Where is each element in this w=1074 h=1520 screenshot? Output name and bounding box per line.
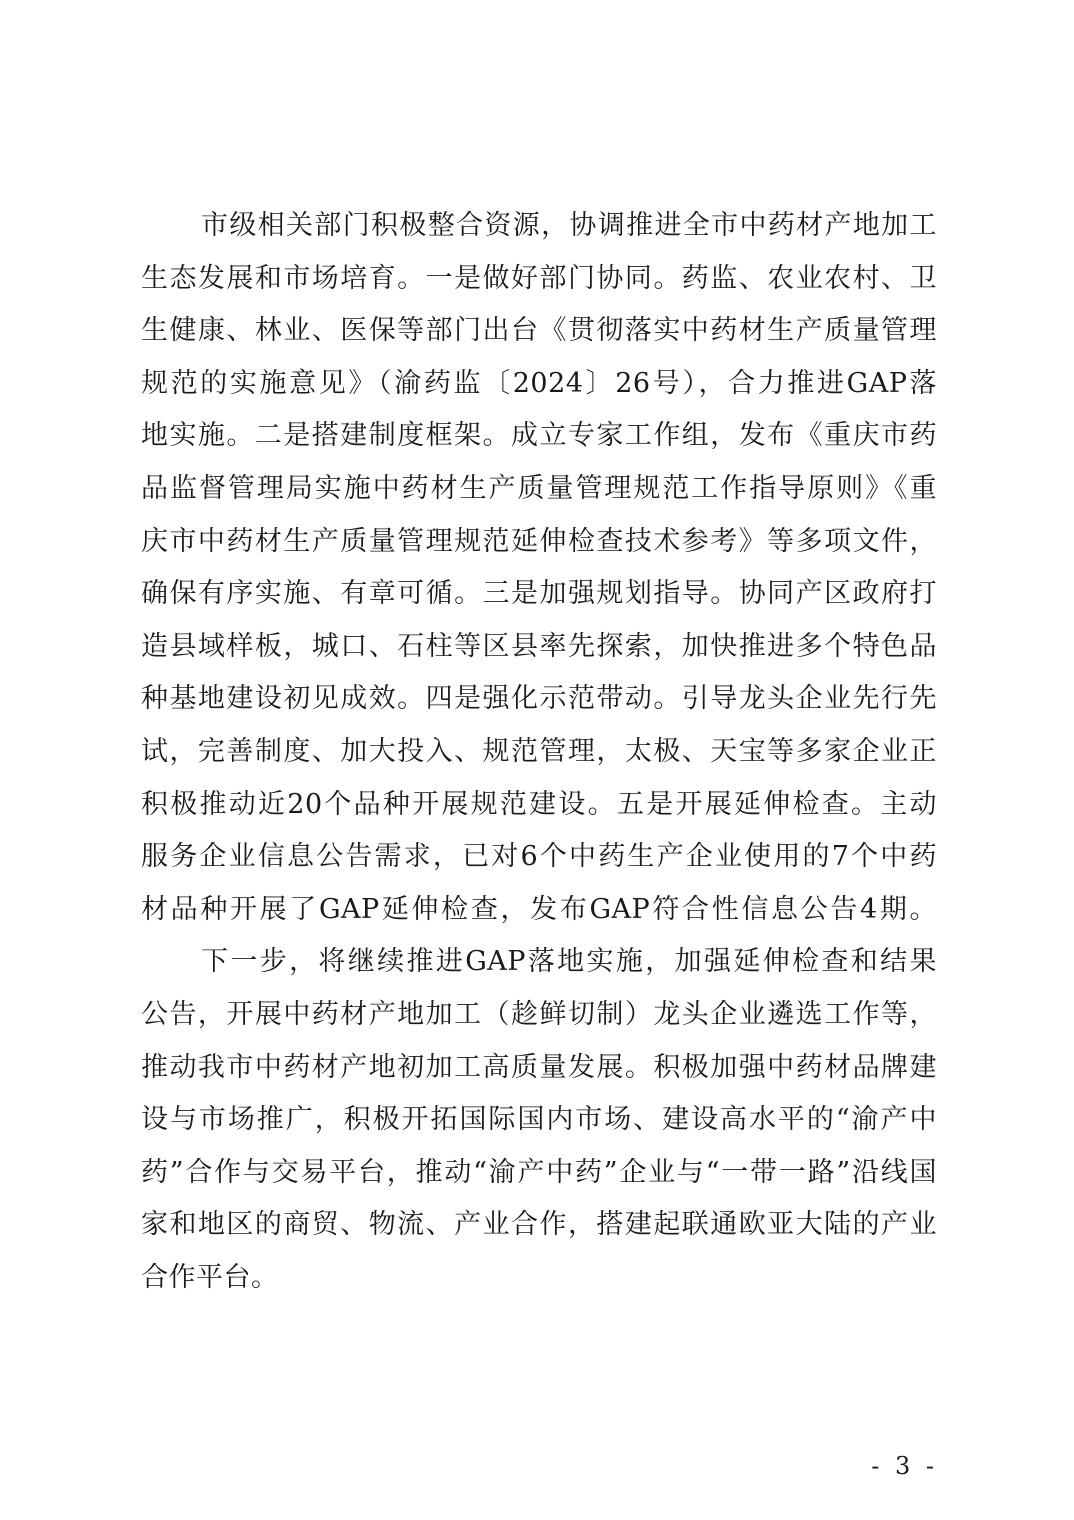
text-line: 积极推动近20个品种开展规范建设。五是开展延伸检查。主动	[141, 788, 937, 820]
paragraph-2	[141, 936, 937, 1304]
text-line: 确保有序实施、有章可循。三是加强规划指导。协同产区政府打	[141, 578, 937, 610]
text-line: 下一步，将继续推进GAP落地实施，加强延伸检查和结果	[201, 946, 937, 978]
text-line: 试，完善制度、加大投入、规范管理，太极、天宝等多家企业正	[141, 735, 937, 767]
text-line: 种基地建设初见成效。四是强化示范带动。引导龙头企业先行先	[141, 683, 937, 715]
text-line: 合作平台。	[141, 1261, 279, 1293]
text-line: 品监督管理局实施中药材生产质量管理规范工作指导原则》《重	[141, 472, 937, 504]
page-number: - 3 -	[871, 1452, 938, 1480]
text-line: 材品种开展了GAP延伸检查，发布GAP符合性信息公告4期。	[141, 893, 937, 925]
text-line: 市级相关部门积极整合资源，协调推进全市中药材产地加工	[201, 210, 937, 241]
paragraph-1	[141, 200, 937, 936]
text-line: 设与市场推广，积极开拓国际国内市场、建设高水平的“渝产中	[141, 1104, 937, 1136]
body-text	[141, 200, 937, 1304]
text-line: 庆市中药材生产质量管理规范延伸检查技术参考》等多项文件，	[141, 525, 937, 557]
text-line: 家和地区的商贸、物流、产业合作，搭建起联通欧亚大陆的产业	[141, 1209, 937, 1241]
text-line: 公告，开展中药材产地加工（趁鲜切制）龙头企业遴选工作等，	[141, 998, 937, 1030]
text-line: 生态发展和市场培育。一是做好部门协同。药监、农业农村、卫	[141, 262, 937, 294]
text-line: 生健康、林业、医保等部门出台《贯彻落实中药材生产质量管理	[141, 315, 937, 347]
text-line: 规范的实施意见》（渝药监〔2024〕26号），合力推进GAP落	[141, 367, 937, 399]
text-line: 服务企业信息公告需求，已对6个中药生产企业使用的7个中药	[141, 841, 937, 873]
text-line: 造县域样板，城口、石柱等区县率先探索，加快推进多个特色品	[141, 630, 937, 662]
text-line: 推动我市中药材产地初加工高质量发展。积极加强中药材品牌建	[141, 1051, 937, 1083]
text-line: 地实施。二是搭建制度框架。成立专家工作组，发布《重庆市药	[141, 420, 937, 452]
text-line: 药”合作与交易平台，推动“渝产中药”企业与“一带一路”沿线国	[141, 1156, 937, 1188]
